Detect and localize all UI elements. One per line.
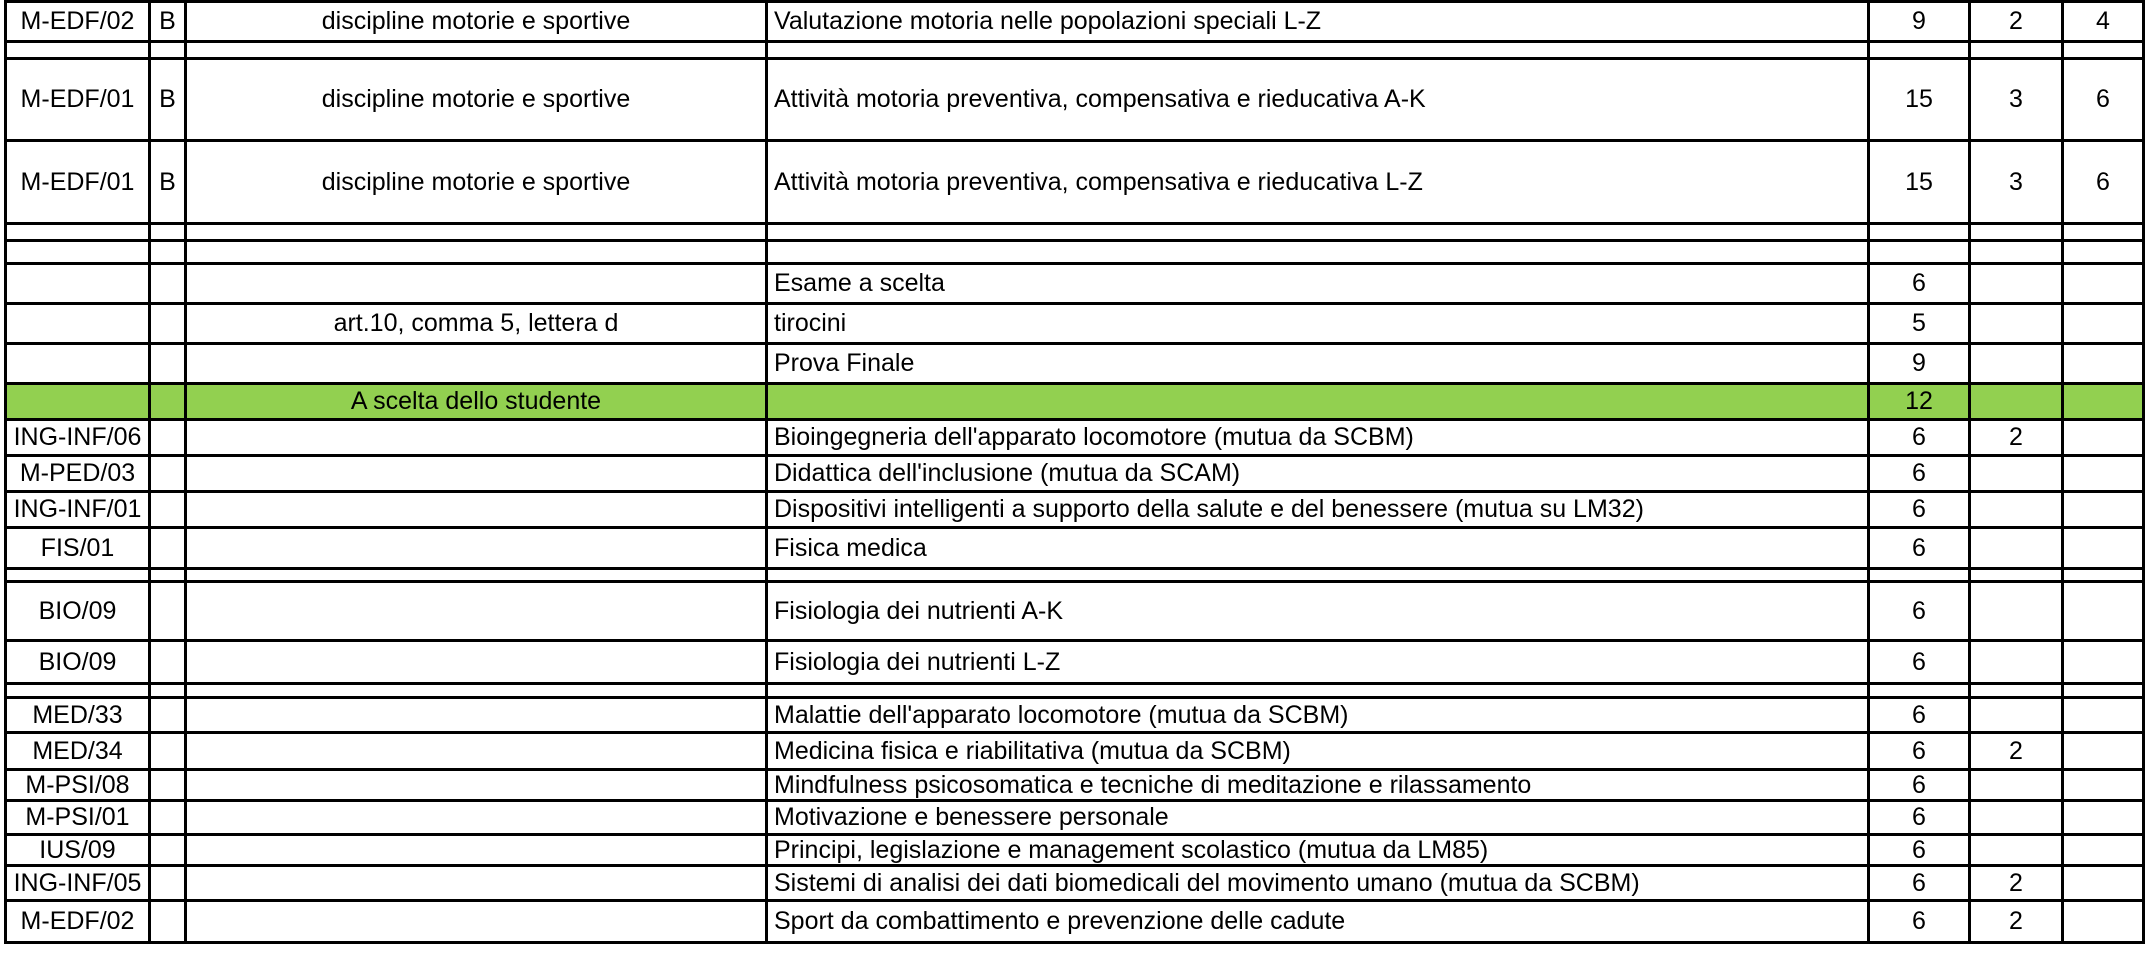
course-table xyxy=(4,0,2145,944)
type-cell: B xyxy=(150,141,186,224)
separator-cell xyxy=(1970,42,2063,59)
course-name-cell: Esame a scelta xyxy=(767,264,1869,304)
type-cell xyxy=(150,801,186,835)
value-col2-cell xyxy=(1970,241,2063,264)
area-cell xyxy=(186,456,767,492)
type-cell xyxy=(150,264,186,304)
type-cell xyxy=(150,835,186,866)
table-row xyxy=(6,901,2144,943)
value-col3-cell xyxy=(2063,420,2144,456)
type-cell xyxy=(150,733,186,770)
table-row xyxy=(6,492,2144,528)
course-name-cell: Principi, legislazione e management scolastico (mutua da LM85) xyxy=(767,835,1869,866)
value-col2-cell: 2 xyxy=(1970,420,2063,456)
type-cell xyxy=(150,384,186,420)
course-name-cell: Fisica medica xyxy=(767,528,1869,569)
area-cell xyxy=(186,344,767,384)
cfu-cell: 6 xyxy=(1869,264,1970,304)
ssd-cell: FIS/01 xyxy=(6,528,150,569)
value-col2-cell xyxy=(1970,344,2063,384)
value-col2-cell xyxy=(1970,528,2063,569)
table-row xyxy=(6,733,2144,770)
value-col2-cell xyxy=(1970,698,2063,733)
table-row xyxy=(6,141,2144,224)
course-name-cell: Didattica dell'inclusione (mutua da SCAM) xyxy=(767,456,1869,492)
separator-cell xyxy=(150,684,186,698)
value-col3-cell xyxy=(2063,582,2144,641)
cfu-cell: 6 xyxy=(1869,492,1970,528)
value-col2-cell: 3 xyxy=(1970,59,2063,141)
course-name-cell: Valutazione motoria nelle popolazioni speciali L-Z xyxy=(767,2,1869,42)
table-row xyxy=(6,59,2144,141)
value-col2-cell: 2 xyxy=(1970,733,2063,770)
value-col3-cell: 6 xyxy=(2063,141,2144,224)
area-cell xyxy=(186,528,767,569)
value-col2-cell xyxy=(1970,456,2063,492)
separator-cell xyxy=(1970,224,2063,241)
separator-cell xyxy=(6,569,150,582)
type-cell xyxy=(150,901,186,943)
type-cell xyxy=(150,344,186,384)
area-cell xyxy=(186,835,767,866)
value-col3-cell xyxy=(2063,304,2144,344)
cfu-cell: 6 xyxy=(1869,866,1970,901)
area-cell xyxy=(186,733,767,770)
ssd-cell: M-PED/03 xyxy=(6,456,150,492)
separator-cell xyxy=(2063,42,2144,59)
separator-cell xyxy=(6,42,150,59)
ssd-cell: ING-INF/01 xyxy=(6,492,150,528)
value-col3-cell xyxy=(2063,733,2144,770)
type-cell xyxy=(150,698,186,733)
course-name-cell: Bioingegneria dell'apparato locomotore (mutua da SCBM) xyxy=(767,420,1869,456)
type-cell xyxy=(150,304,186,344)
separator-cell xyxy=(150,569,186,582)
course-name-cell xyxy=(767,241,1869,264)
area-cell: art.10, comma 5, lettera d xyxy=(186,304,767,344)
value-col3-cell xyxy=(2063,698,2144,733)
type-cell xyxy=(150,528,186,569)
separator-cell xyxy=(186,684,767,698)
type-cell xyxy=(150,866,186,901)
area-cell xyxy=(186,241,767,264)
course-name-cell: Prova Finale xyxy=(767,344,1869,384)
ssd-cell xyxy=(6,384,150,420)
value-col2-cell xyxy=(1970,492,2063,528)
type-cell: B xyxy=(150,59,186,141)
ssd-cell: M-EDF/02 xyxy=(6,2,150,42)
table-row xyxy=(6,698,2144,733)
type-cell xyxy=(150,582,186,641)
area-cell: discipline motorie e sportive xyxy=(186,2,767,42)
value-col2-cell xyxy=(1970,801,2063,835)
separator-cell xyxy=(150,42,186,59)
cfu-cell: 15 xyxy=(1869,141,1970,224)
area-cell: discipline motorie e sportive xyxy=(186,141,767,224)
value-col2-cell xyxy=(1970,264,2063,304)
ssd-cell: BIO/09 xyxy=(6,582,150,641)
area-cell xyxy=(186,770,767,801)
table-row xyxy=(6,528,2144,569)
value-col3-cell: 6 xyxy=(2063,59,2144,141)
table-row xyxy=(6,241,2144,264)
table-row xyxy=(6,420,2144,456)
course-name-cell: Attività motoria preventiva, compensativa e rieducativa A-K xyxy=(767,59,1869,141)
table-row xyxy=(6,344,2144,384)
value-col3-cell xyxy=(2063,241,2144,264)
course-name-cell: Fisiologia dei nutrienti A-K xyxy=(767,582,1869,641)
ssd-cell: IUS/09 xyxy=(6,835,150,866)
type-cell xyxy=(150,641,186,684)
separator-cell xyxy=(186,569,767,582)
course-name-cell: Mindfulness psicosomatica e tecniche di meditazione e rilassamento xyxy=(767,770,1869,801)
ssd-cell: ING-INF/05 xyxy=(6,866,150,901)
separator-row xyxy=(6,224,2144,241)
cfu-cell: 15 xyxy=(1869,59,1970,141)
ssd-cell xyxy=(6,344,150,384)
ssd-cell: M-PSI/01 xyxy=(6,801,150,835)
value-col2-cell: 2 xyxy=(1970,2,2063,42)
value-col3-cell xyxy=(2063,866,2144,901)
separator-cell xyxy=(2063,569,2144,582)
area-cell: discipline motorie e sportive xyxy=(186,59,767,141)
value-col2-cell xyxy=(1970,304,2063,344)
area-cell xyxy=(186,901,767,943)
value-col2-cell: 2 xyxy=(1970,866,2063,901)
cfu-cell: 9 xyxy=(1869,2,1970,42)
value-col3-cell xyxy=(2063,770,2144,801)
area-cell xyxy=(186,264,767,304)
type-cell xyxy=(150,420,186,456)
value-col3-cell xyxy=(2063,492,2144,528)
type-cell xyxy=(150,492,186,528)
separator-cell xyxy=(1869,569,1970,582)
table-row xyxy=(6,456,2144,492)
separator-cell xyxy=(186,42,767,59)
value-col3-cell: 4 xyxy=(2063,2,2144,42)
course-name-cell: Motivazione e benessere personale xyxy=(767,801,1869,835)
course-table-body xyxy=(6,2,2144,943)
value-col2-cell xyxy=(1970,835,2063,866)
type-cell xyxy=(150,241,186,264)
cfu-cell: 6 xyxy=(1869,420,1970,456)
separator-cell xyxy=(6,224,150,241)
value-col2-cell: 2 xyxy=(1970,901,2063,943)
ssd-cell: MED/34 xyxy=(6,733,150,770)
separator-cell xyxy=(1970,569,2063,582)
separator-cell xyxy=(2063,684,2144,698)
area-cell xyxy=(186,801,767,835)
ssd-cell: M-EDF/01 xyxy=(6,59,150,141)
course-name-cell: Sistemi di analisi dei dati biomedicali del movimento umano (mutua da SCBM) xyxy=(767,866,1869,901)
course-name-cell: Sport da combattimento e prevenzione delle cadute xyxy=(767,901,1869,943)
course-name-cell: Attività motoria preventiva, compensativa e rieducativa L-Z xyxy=(767,141,1869,224)
separator-cell xyxy=(767,224,1869,241)
separator-cell xyxy=(1869,224,1970,241)
type-cell xyxy=(150,770,186,801)
table-row xyxy=(6,264,2144,304)
course-name-cell: Fisiologia dei nutrienti L-Z xyxy=(767,641,1869,684)
cfu-cell: 6 xyxy=(1869,801,1970,835)
value-col2-cell xyxy=(1970,582,2063,641)
value-col3-cell xyxy=(2063,528,2144,569)
cfu-cell: 5 xyxy=(1869,304,1970,344)
table-row xyxy=(6,2,2144,42)
table-row xyxy=(6,801,2144,835)
table-row xyxy=(6,835,2144,866)
separator-cell xyxy=(186,224,767,241)
ssd-cell: M-PSI/08 xyxy=(6,770,150,801)
ssd-cell: M-EDF/01 xyxy=(6,141,150,224)
cfu-cell: 6 xyxy=(1869,456,1970,492)
value-col2-cell xyxy=(1970,770,2063,801)
value-col3-cell xyxy=(2063,456,2144,492)
type-cell xyxy=(150,456,186,492)
cfu-cell xyxy=(1869,241,1970,264)
table-row xyxy=(6,641,2144,684)
value-col3-cell xyxy=(2063,384,2144,420)
separator-cell xyxy=(767,42,1869,59)
area-cell xyxy=(186,420,767,456)
separator-row xyxy=(6,569,2144,582)
cfu-cell: 6 xyxy=(1869,582,1970,641)
ssd-cell xyxy=(6,241,150,264)
cfu-cell: 6 xyxy=(1869,835,1970,866)
separator-cell xyxy=(767,684,1869,698)
separator-cell xyxy=(1869,42,1970,59)
area-cell xyxy=(186,698,767,733)
table-row xyxy=(6,770,2144,801)
separator-cell xyxy=(1869,684,1970,698)
table-row xyxy=(6,582,2144,641)
cfu-cell: 12 xyxy=(1869,384,1970,420)
separator-row xyxy=(6,42,2144,59)
area-cell xyxy=(186,582,767,641)
course-name-cell xyxy=(767,384,1869,420)
elective-header-row xyxy=(6,384,2144,420)
value-col3-cell xyxy=(2063,801,2144,835)
cfu-cell: 6 xyxy=(1869,698,1970,733)
value-col3-cell xyxy=(2063,641,2144,684)
value-col3-cell xyxy=(2063,901,2144,943)
course-name-cell: Dispositivi intelligenti a supporto della salute e del benessere (mutua su LM32) xyxy=(767,492,1869,528)
type-cell: B xyxy=(150,2,186,42)
cfu-cell: 6 xyxy=(1869,528,1970,569)
value-col2-cell: 3 xyxy=(1970,141,2063,224)
course-name-cell: tirocini xyxy=(767,304,1869,344)
ssd-cell: M-EDF/02 xyxy=(6,901,150,943)
cfu-cell: 6 xyxy=(1869,770,1970,801)
separator-cell xyxy=(6,684,150,698)
separator-cell xyxy=(1970,684,2063,698)
ssd-cell: ING-INF/06 xyxy=(6,420,150,456)
area-cell xyxy=(186,492,767,528)
value-col3-cell xyxy=(2063,344,2144,384)
separator-cell xyxy=(150,224,186,241)
value-col3-cell xyxy=(2063,835,2144,866)
separator-row xyxy=(6,684,2144,698)
cfu-cell: 6 xyxy=(1869,733,1970,770)
separator-cell xyxy=(2063,224,2144,241)
value-col3-cell xyxy=(2063,264,2144,304)
value-col2-cell xyxy=(1970,641,2063,684)
ssd-cell: BIO/09 xyxy=(6,641,150,684)
course-name-cell: Malattie dell'apparato locomotore (mutua da SCBM) xyxy=(767,698,1869,733)
table-row xyxy=(6,866,2144,901)
table-row xyxy=(6,304,2144,344)
cfu-cell: 6 xyxy=(1869,901,1970,943)
area-cell xyxy=(186,866,767,901)
ssd-cell xyxy=(6,304,150,344)
ssd-cell xyxy=(6,264,150,304)
value-col2-cell xyxy=(1970,384,2063,420)
area-cell xyxy=(186,641,767,684)
cfu-cell: 9 xyxy=(1869,344,1970,384)
area-cell: A scelta dello studente xyxy=(186,384,767,420)
separator-cell xyxy=(767,569,1869,582)
cfu-cell: 6 xyxy=(1869,641,1970,684)
ssd-cell: MED/33 xyxy=(6,698,150,733)
course-name-cell: Medicina fisica e riabilitativa (mutua da SCBM) xyxy=(767,733,1869,770)
